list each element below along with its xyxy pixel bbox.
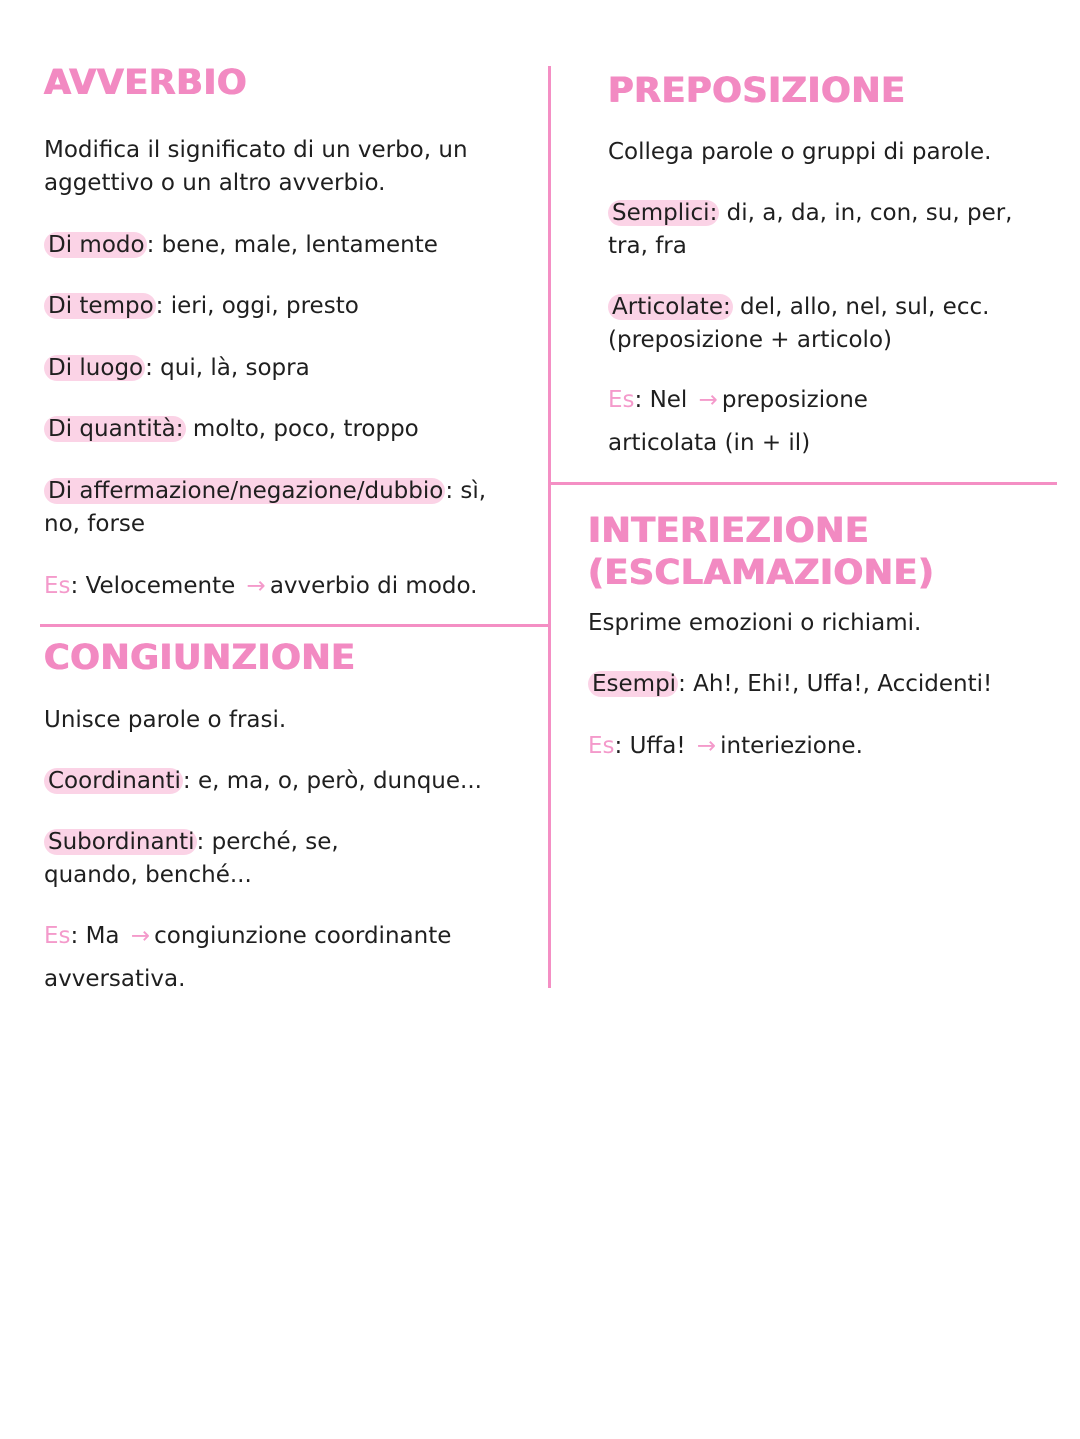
tempo-text: : ieri, oggi, presto	[155, 293, 359, 319]
semplici-text-2: tra, fra	[608, 233, 687, 259]
coordinanti-text: : e, ma, o, però, dunque...	[182, 768, 482, 794]
es-text: : Nel	[634, 387, 688, 413]
affermazione-text-2: no, forse	[44, 511, 146, 537]
avverbio-definition	[44, 134, 468, 200]
articolate-label: Articolate:	[608, 294, 733, 320]
preposizione-articolate	[608, 291, 989, 357]
preposizione-example	[608, 384, 868, 417]
preposizione-semplici	[608, 197, 1013, 263]
right-horizontal-divider	[551, 482, 1057, 485]
congiunzione-coordinanti	[44, 765, 482, 798]
section-avverbio	[44, 62, 544, 599]
tempo-label: Di tempo	[44, 293, 156, 319]
esempi-label: Esempi	[588, 671, 678, 697]
heading-avverbio: AVVERBIO	[44, 63, 248, 103]
heading-interiezione-line1: INTERIEZIONE	[588, 511, 870, 551]
arrow-icon: →	[696, 733, 717, 759]
congiunzione-example-line2: avversativa.	[44, 966, 186, 992]
left-horizontal-divider	[40, 624, 549, 627]
semplici-label: Semplici:	[608, 200, 719, 226]
avverbio-modo	[44, 229, 438, 262]
avverbio-affermazione	[44, 475, 486, 541]
semplici-text: di, a, da, in, con, su, per,	[719, 200, 1013, 226]
luogo-label: Di luogo	[44, 355, 145, 381]
interiezione-example	[588, 730, 863, 763]
es-label: Es	[608, 387, 635, 413]
avverbio-definition-line1: Modifica il significato di un verbo, un	[44, 137, 468, 163]
es-text-2: congiunzione coordinante	[154, 923, 452, 949]
affermazione-text: : sì,	[445, 478, 487, 504]
articolate-text-2: (preposizione + articolo)	[608, 327, 892, 353]
es-text-2: avverbio di modo.	[269, 573, 478, 599]
es-label: Es	[44, 573, 71, 599]
subordinanti-text: : perché, se,	[196, 829, 339, 855]
avverbio-luogo	[44, 352, 310, 385]
modo-label: Di modo	[44, 232, 147, 258]
avverbio-definition-line2: aggettivo o un altro avverbio.	[44, 170, 386, 196]
congiunzione-definition: Unisce parole o frasi.	[44, 707, 287, 733]
heading-interiezione-line2: (ESCLAMAZIONE)	[588, 553, 935, 593]
luogo-text: : qui, là, sopra	[145, 355, 310, 381]
subordinanti-text-2: quando, benché...	[44, 862, 252, 888]
heading-congiunzione: CONGIUNZIONE	[44, 638, 356, 678]
interiezione-definition: Esprime emozioni o richiami.	[588, 610, 922, 636]
arrow-icon: →	[698, 387, 718, 413]
vertical-divider	[548, 66, 551, 988]
congiunzione-subordinanti	[44, 826, 339, 892]
affermazione-label: Di affermazione/negazione/dubbio	[44, 478, 445, 504]
congiunzione-example	[44, 920, 451, 953]
avverbio-example	[44, 570, 477, 603]
es-text: : Ma	[70, 923, 120, 949]
articolate-text: del, allo, nel, sul, ecc.	[732, 294, 990, 320]
quantita-text: molto, poco, troppo	[185, 416, 419, 442]
section-congiunzione	[44, 637, 544, 992]
coordinanti-label: Coordinanti	[44, 768, 183, 794]
heading-interiezione	[588, 510, 1068, 594]
avverbio-tempo	[44, 290, 359, 323]
es-label: Es	[588, 733, 615, 759]
esempi-text: : Ah!, Ehi!, Uffa!, Accidenti!	[678, 671, 993, 697]
es-text-2: preposizione	[721, 387, 868, 413]
arrow-icon: →	[130, 923, 151, 949]
section-preposizione	[608, 70, 1068, 456]
es-text: : Velocemente	[70, 573, 236, 599]
heading-preposizione: PREPOSIZIONE	[608, 71, 906, 111]
subordinanti-label: Subordinanti	[44, 829, 197, 855]
preposizione-definition: Collega parole o gruppi di parole.	[608, 139, 992, 165]
arrow-icon: →	[246, 573, 266, 599]
es-text: : Uffa!	[614, 733, 686, 759]
interiezione-esempi	[588, 668, 992, 701]
es-label: Es	[44, 923, 71, 949]
section-interiezione	[588, 510, 1068, 759]
avverbio-quantita	[44, 413, 419, 446]
modo-text: : bene, male, lentamente	[146, 232, 438, 258]
quantita-label: Di quantità:	[44, 416, 186, 442]
es-text-2: interiezione.	[720, 733, 863, 759]
preposizione-example-line2: articolata (in + il)	[608, 430, 811, 456]
